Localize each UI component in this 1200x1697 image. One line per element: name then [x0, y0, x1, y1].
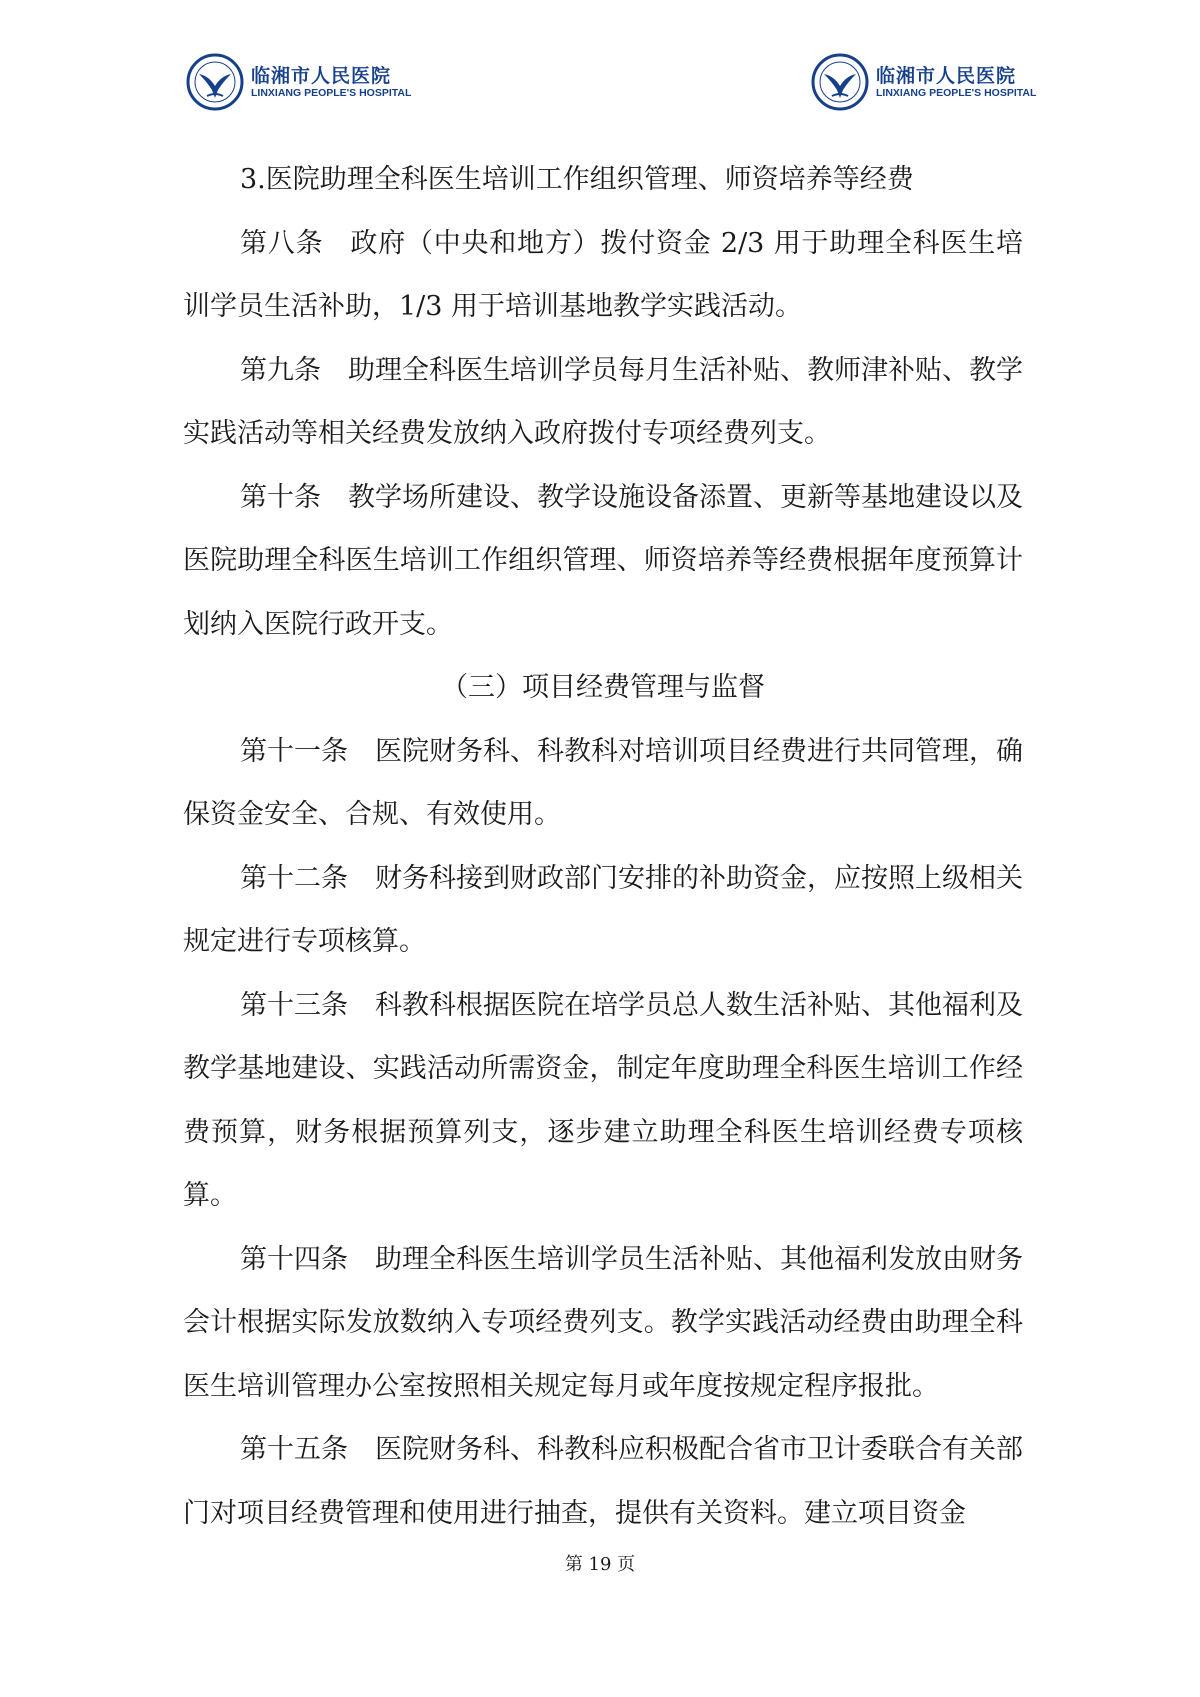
article-number: 第十二条 — [240, 862, 348, 894]
article-number: 第八条 — [240, 227, 324, 259]
article-text: 医院财务科、科教科对培训项目经费进行共同管理，确保资金安全、合规、有效使用。 — [183, 735, 1023, 830]
article-paragraph — [183, 339, 1023, 466]
hospital-emblem-icon — [810, 52, 870, 112]
hospital-name-cn: 临湘市人民医院 — [876, 64, 1017, 87]
article-paragraph — [183, 720, 1023, 847]
article-paragraph — [183, 466, 1023, 657]
hospital-emblem-icon — [185, 52, 245, 112]
article-text: 财务科接到财政部门安排的补助资金，应按照上级相关规定进行专项核算。 — [183, 862, 1023, 957]
article-text: 助理全科医生培训学员每月生活补贴、教师津补贴、教学实践活动等相关经费发放纳入政府拨付专项经费列支。 — [183, 354, 1023, 449]
hospital-name-en: LINXIANG PEOPLE'S HOSPITAL — [251, 86, 412, 99]
article-number: 第十五条 — [240, 1434, 348, 1465]
document-body — [183, 148, 1023, 1545]
hospital-logo-left — [185, 52, 411, 112]
article-paragraph — [183, 1418, 1023, 1545]
article-number: 第十三条 — [240, 989, 348, 1021]
article-text: 医院财务科、科教科应积极配合省市卫计委联合有关部门对项目经费管理和使用进行抽查，提供有关资料。建立项目资金 — [183, 1434, 1023, 1529]
article-number: 第十一条 — [240, 735, 348, 767]
article-text: 助理全科医生培训学员生活补贴、其他福利发放由财务会计根据实际发放数纳入专项经费列支。教学实践活动经费由助理全科医生培训管理办公室按照相关规定每月或年度按规定程序报批。 — [183, 1243, 1023, 1402]
logo-text-block — [251, 65, 411, 100]
paragraph-text: 3.医院助理全科医生培训工作组织管理、师资培养等经费 — [240, 164, 914, 195]
section-heading-text: （三）项目经费管理与监督 — [441, 672, 765, 703]
hospital-logo-right — [810, 52, 1036, 112]
article-text: 政府（中央和地方）拨付资金 2/3 用于助理全科医生培训学员生活补助，1/3 用于培训基地教学实践活动。 — [183, 227, 1024, 322]
article-paragraph — [183, 974, 1023, 1228]
hospital-name-en: LINXIANG PEOPLE'S HOSPITAL — [876, 86, 1037, 99]
article-paragraph — [183, 212, 1023, 339]
budget-item-paragraph — [183, 148, 1023, 212]
article-number: 第九条 — [240, 354, 321, 386]
article-text: 教学场所建设、教学设施设备添置、更新等基地建设以及医院助理全科医生培训工作组织管理、师资培养等经费根据年度预算计划纳入医院行政开支。 — [183, 481, 1023, 640]
logo-text-block — [876, 65, 1036, 100]
section-heading — [183, 656, 1023, 720]
article-paragraph — [183, 1228, 1023, 1419]
hospital-name-cn: 临湘市人民医院 — [251, 64, 392, 87]
article-text: 科教科根据医院在培学员总人数生活补贴、其他福利及教学基地建设、实践活动所需资金，制定年度助理全科医生培训工作经费预算，财务根据预算列支，逐步建立助理全科医生培训经费专项核算。 — [183, 989, 1023, 1211]
article-number: 第十四条 — [240, 1243, 348, 1275]
article-number: 第十条 — [240, 481, 321, 513]
article-paragraph — [183, 847, 1023, 974]
page-number: 第 19 页 — [564, 1554, 636, 1575]
